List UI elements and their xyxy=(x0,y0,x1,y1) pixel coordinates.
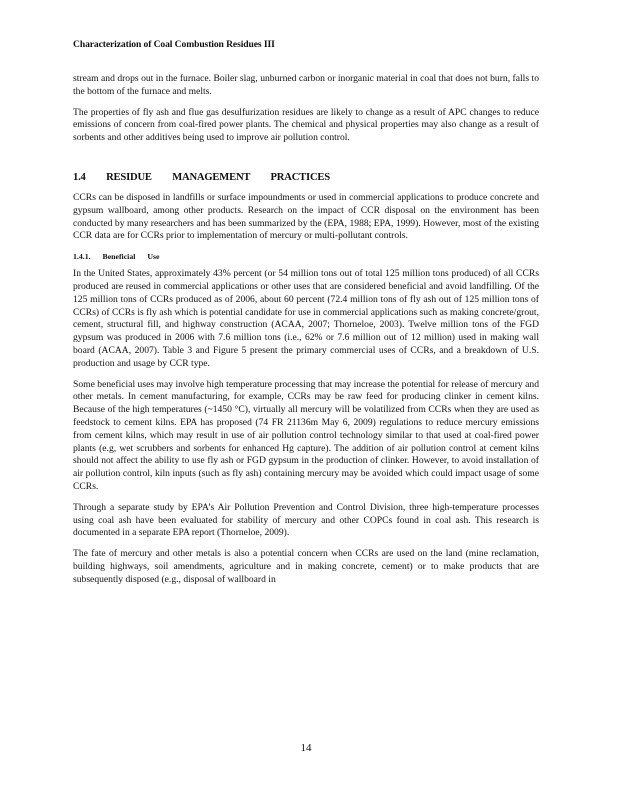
running-header: Characterization of Coal Combustion Residues III xyxy=(73,39,275,50)
subsection-heading-beneficial-use: 1.4.1. Beneficial Use xyxy=(73,252,160,262)
beneficial-use-paragraph-2: Some beneficial uses may involve high temperature processing that may increase the potential for release of mercury and other metals. In cement manufacturing, for example, CCRs may be raw feed for producing clinker in cement kilns. Because of the high temperatures (~1450 °C), virtually all mercury will be volatilized from CCRs when they are used as feedstock to cement kilns. EPA has proposed (74 FR 21136m May 6, 2009) regulations to reduce mercury emissions from cement kilns, which may result in use of air pollution control technology similar to that used at coal-fired power plants (e.g, wet scrubbers and sorbents for enhanced Hg capture). The addition of air pollution control at cement kilns should not affect the ability to use fly ash or FGD gypsum in the production of clinker. However, to avoid installation of air pollution control, kiln inputs (such as fly ash) containing mercury may be avoided which could impact usage of some CCRs. xyxy=(73,378,539,492)
section-paragraph: CCRs can be disposed in landfills or surface impoundments or used in commercial applications to produce concrete and gypsum wallboard, among other products. Research on the impact of CCR disposal on the environment has been conducted by many researchers and has been summarized by the (EPA, 1988; EPA, 1999). However, most of the existing CCR data are for CCRs prior to implementation of mercury or multi-pollutant controls. xyxy=(73,191,539,242)
beneficial-use-paragraph-4: The fate of mercury and other metals is also a potential concern when CCRs are used on the land (mine reclamation, building highways, soil amendments, agriculture and in making concrete, cement) or to make products that are subsequently disposed (e.g., disposal of wallboard in xyxy=(73,548,539,585)
page-number: 14 xyxy=(300,742,312,754)
page-content xyxy=(73,73,539,595)
beneficial-use-paragraph-1: In the United States, approximately 43% percent (or 54 million tons out of total 125 million tons produced) of all CCRs produced are reused in commercial applications or other uses that are considered beneficial and avoid landfilling. Of the 125 million tons of CCRs produced as of 2006, about 60 percent (72.4 million tons of fly ash out of 125 million tons of CCRs) of CCRs is fly ash which is potential candidate for use in commercial applications such as making concrete/grout, cement, structural fill, and highway construction (ACAA, 2007; Thorneloe, 2003). Twelve million tons of the FGD gypsum was produced in 2006 with 7.6 million tons (i.e., 62% or 7.6 million out of 12 million) used in making wall board (ACAA, 2007). Table 3 and Figure 5 present the primary commercial uses of CCRs, and a breakdown of U.S. production and usage by CCR type. xyxy=(73,268,539,369)
intro-paragraph-1: stream and drops out in the furnace. Boiler slag, unburned carbon or inorganic material in coal that does not burn, falls to the bottom of the furnace and melts. xyxy=(73,73,539,97)
section-heading-residue-management: 1.4 RESIDUE MANAGEMENT PRACTICES xyxy=(73,171,330,183)
beneficial-use-paragraph-3: Through a separate study by EPA’s Air Pollution Prevention and Control Division, three high-temperature processes using coal ash have been evaluated for stability of mercury and other COPCs found in coal ash. This research is documented in a separate EPA report (Thorneloe, 2009). xyxy=(73,501,539,539)
intro-paragraph-2: The properties of fly ash and flue gas desulfurization residues are likely to change as a result of APC changes to reduce emissions of concern from coal-fired power plants. The chemical and physical properties may also change as a result of sorbents and other additives being used to improve air pollution control. xyxy=(73,106,539,144)
